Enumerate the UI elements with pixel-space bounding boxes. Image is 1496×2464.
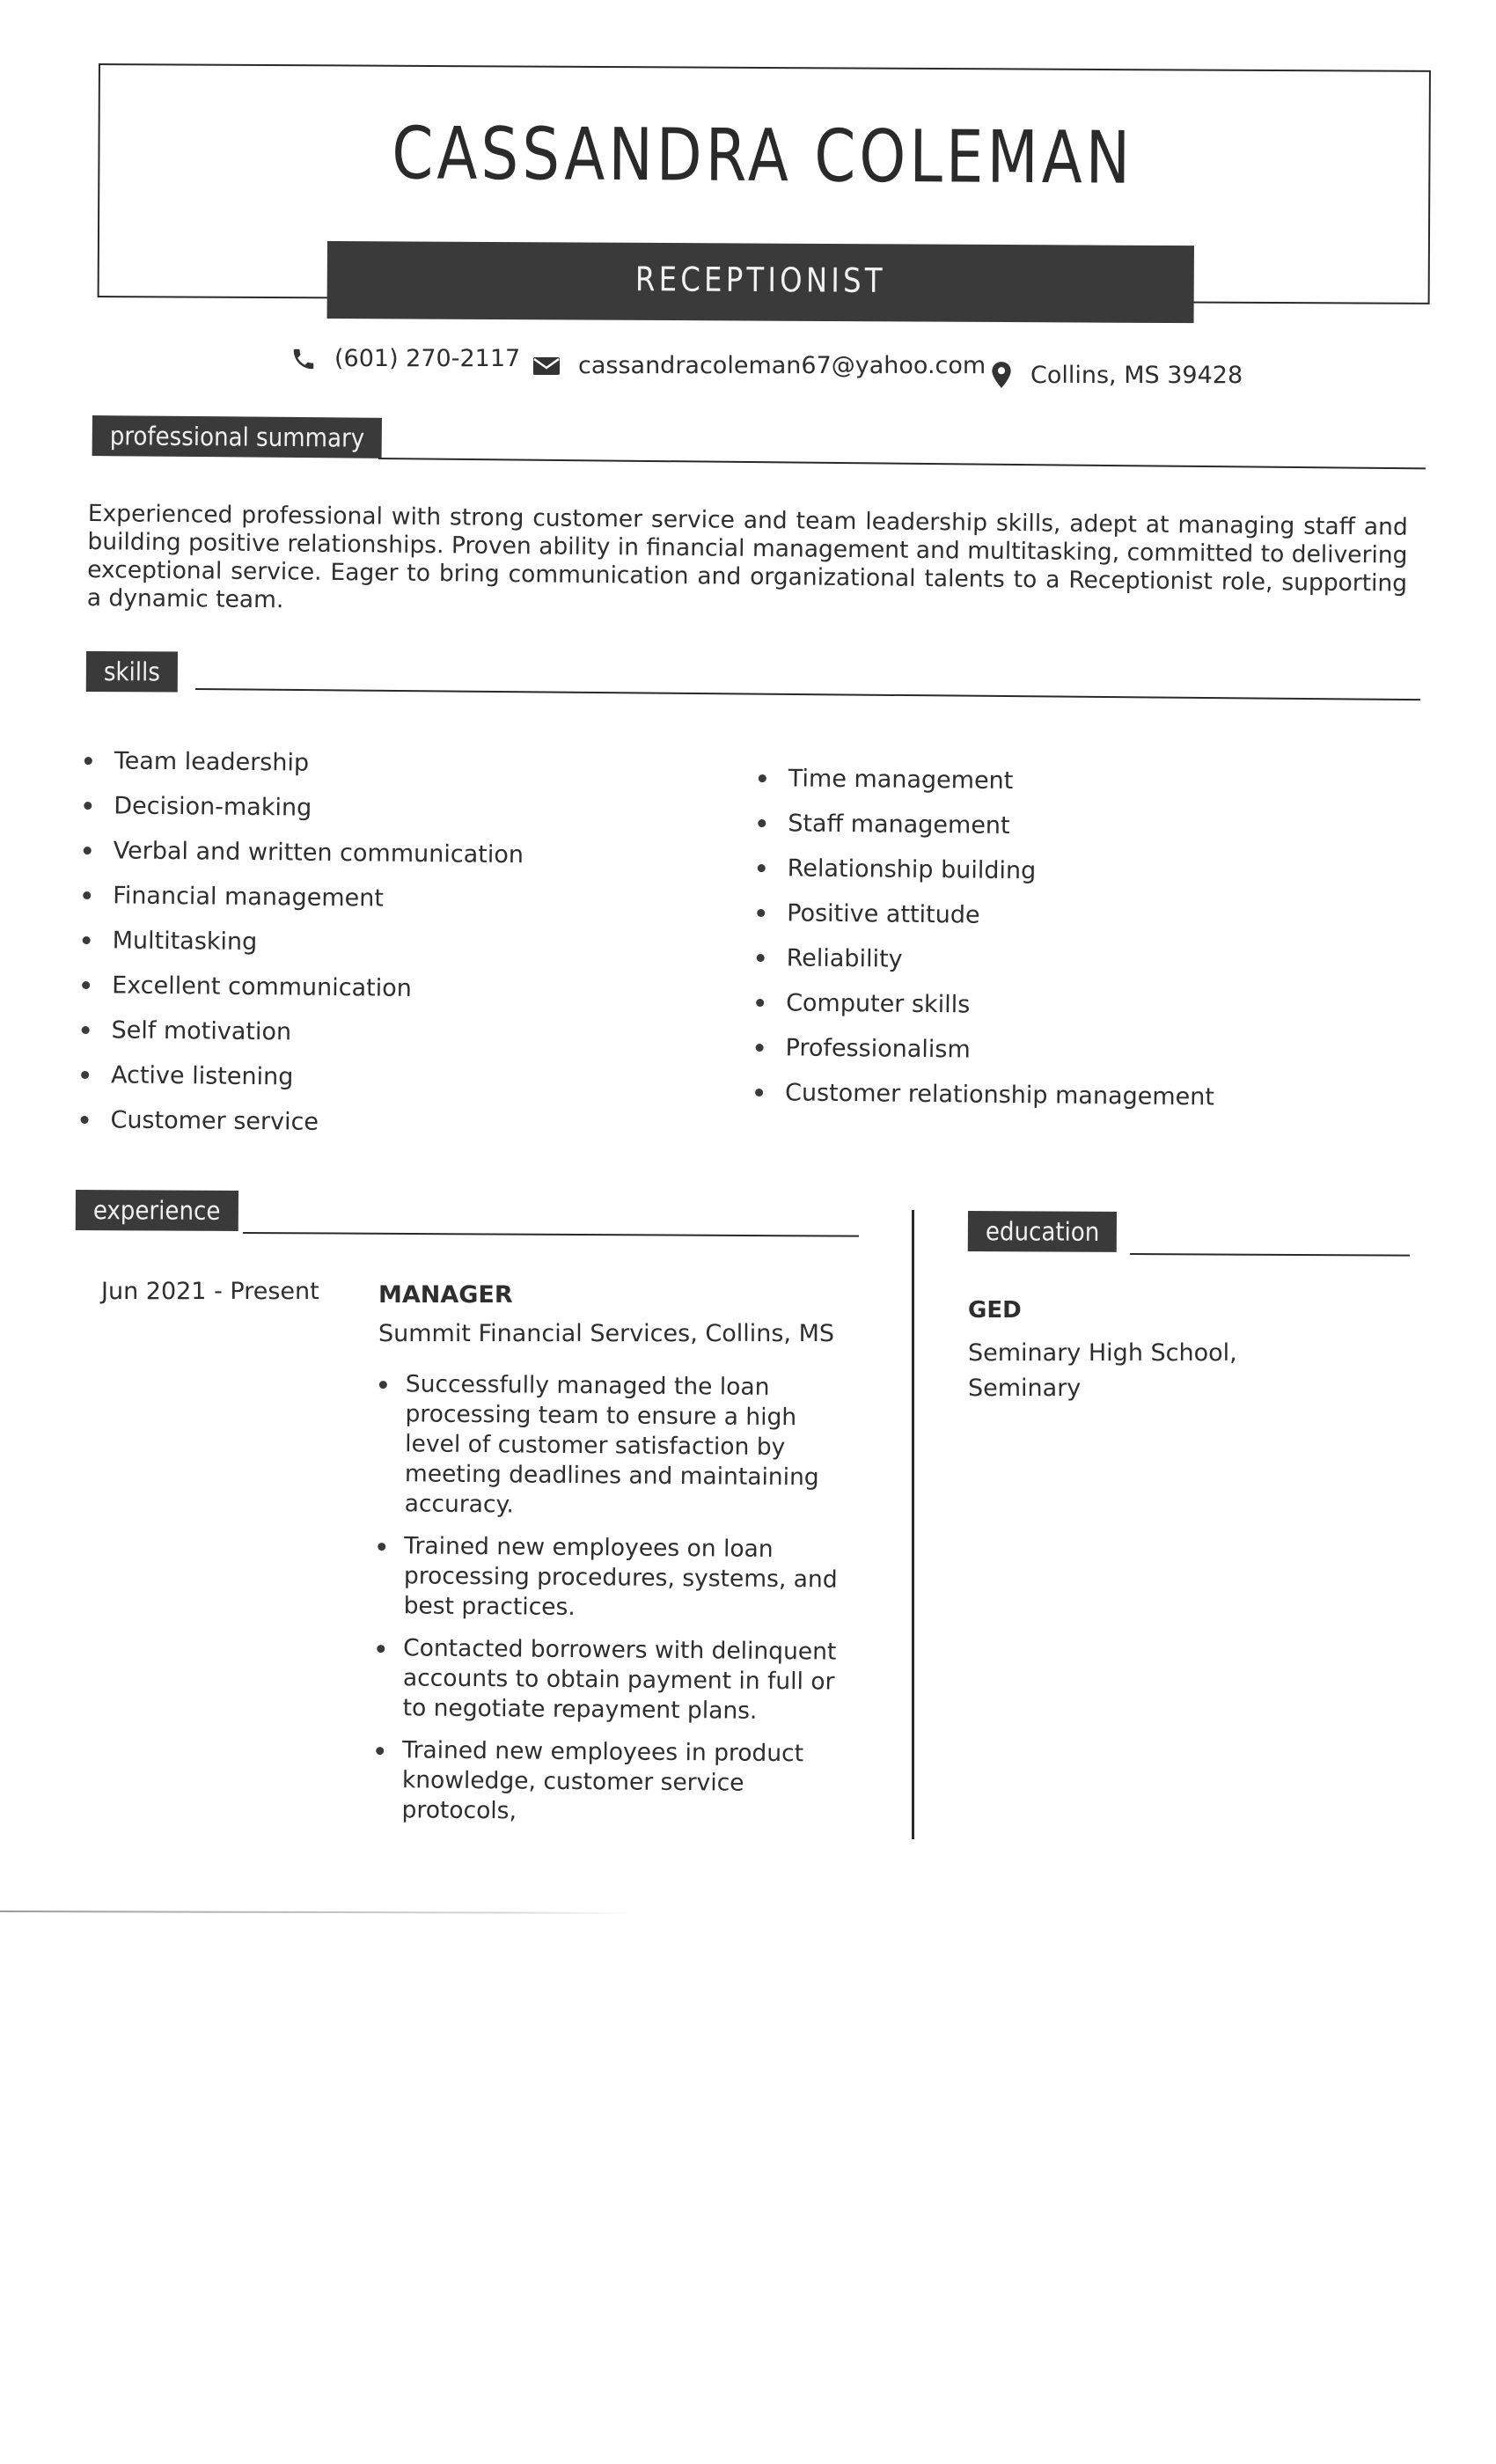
- list-item: Verbal and written communication: [83, 836, 524, 885]
- column-divider: [912, 1210, 914, 1839]
- education-heading: education: [968, 1211, 1118, 1252]
- skills-list-right: [755, 764, 1218, 1127]
- list-item: Positive attitude: [757, 898, 1216, 948]
- list-item: Staff management: [758, 809, 1217, 858]
- map-pin-icon: [990, 361, 1013, 389]
- job-dates: Jun 2021 - Present: [101, 1278, 319, 1305]
- list-item: Multitasking: [82, 926, 523, 975]
- education-rule: [1130, 1253, 1410, 1257]
- candidate-name: CASSANDRA COLEMAN: [392, 112, 1134, 201]
- list-item: Contacted borrowers with delinquent accounts to obtain payment in full or to negotiate repayment plans.: [370, 1633, 847, 1727]
- summary-text: Experienced professional with strong customer service and team leadership skills, adept at managing staff and building positive relationships. Proven ability in financial management and multitasking, committed to delivering exceptional service. Eager to bring communication and organizational talents to a Receptionist role, supporting a dynamic team.: [86, 500, 1408, 614]
- list-item: Team leadership: [84, 746, 524, 796]
- list-item: Reliability: [756, 943, 1215, 993]
- experience-heading: experience: [76, 1190, 238, 1231]
- contact-email: [532, 352, 986, 379]
- contact-location: [990, 361, 1243, 389]
- scan-edge-line: [0, 1910, 634, 1914]
- experience-rule: [243, 1232, 859, 1237]
- list-item: Trained new employees in product knowledge, customer service protocols,: [370, 1735, 846, 1830]
- list-item: Customer service: [80, 1105, 521, 1155]
- list-item: Customer relationship management: [755, 1078, 1214, 1127]
- list-item: Professionalism: [755, 1033, 1214, 1082]
- list-item: Active listening: [81, 1060, 522, 1110]
- list-item: Time management: [758, 764, 1217, 813]
- skills-heading: skills: [86, 651, 178, 693]
- education-degree: GED: [968, 1297, 1022, 1324]
- job-company: Summit Financial Services, Collins, MS: [378, 1320, 835, 1347]
- list-item: Successfully managed the loan processing team to ensure a high level of customer satisfaction by meeting deadlines and maintaining accuracy.: [373, 1369, 849, 1523]
- list-item: Relationship building: [757, 854, 1216, 903]
- list-item: Decision-making: [84, 791, 524, 840]
- envelope-icon: [532, 356, 561, 377]
- list-item: Excellent communication: [82, 971, 523, 1020]
- summary-rule: [378, 458, 1426, 469]
- location-text: Collins, MS 39428: [1030, 361, 1243, 389]
- education-school: Seminary High School, Seminary: [968, 1339, 1237, 1402]
- list-item: Self motivation: [81, 1016, 522, 1065]
- list-item: Financial management: [83, 881, 524, 930]
- phone-icon: [290, 346, 317, 372]
- list-item: Computer skills: [756, 988, 1215, 1038]
- job-role: MANAGER: [378, 1281, 513, 1309]
- phone-number: (601) 270-2117: [334, 345, 521, 372]
- summary-heading: professional summary: [92, 415, 383, 458]
- contact-phone: [290, 345, 520, 372]
- email-address: cassandracoleman67@yahoo.com: [578, 352, 986, 379]
- skills-list-left: [80, 746, 524, 1155]
- skills-rule: [195, 688, 1420, 700]
- job-title: RECEPTIONIST: [634, 260, 886, 300]
- list-item: Trained new employees on loan processing procedures, systems, and best practices.: [372, 1531, 848, 1625]
- job-bullets: [370, 1369, 849, 1842]
